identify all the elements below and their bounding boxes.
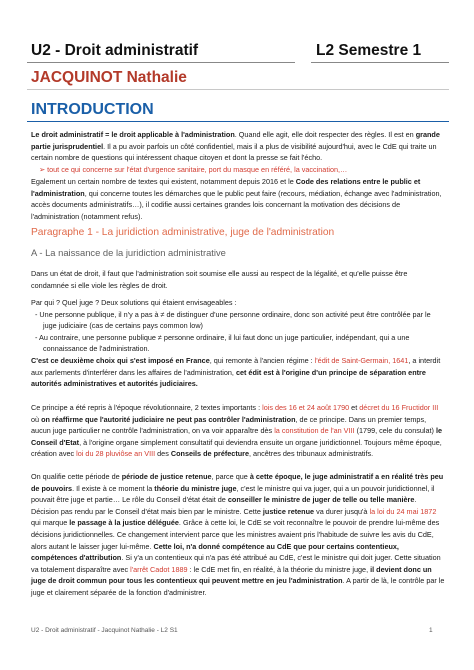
intro-paragraph: Le droit administratif = le droit applicable à l'administration. Quand elle agit, elle doit respecter des règles. Il est en grande partie jurisprudentiel. Il a pu avoir parfois un côté confidentiel, mais il a plus de visibilité aujourd'hui, avec le CdE qui traite un certain nombre de questions qui intéressent chaque citoyen et dont la presse se fait l'écho. [31, 130, 440, 163]
subsection-heading: A - La naissance de la juridiction administrative [31, 247, 226, 258]
page-footer: U2 - Droit administratif - Jacquinot Nathalie - L2 S1 [31, 627, 178, 634]
paragraph-heading: Paragraphe 1 - La juridiction administrative, juge de l'administration [31, 227, 335, 238]
justice-paragraph: On qualifie cette période de période de justice retenue, parce que à cette époque, le juge administratif a en réalité très peu de pouvoirs. Il existe à ce moment la théorie du ministre juge, c'est le ministre qui va juger, qui a un pouvoir juridictionnel, il pouvait être juge et partie… Le rôle du Conseil d'état était de conseiller le ministre de juger de telle ou telle manière. Décision pas rendu par le Conseil d'état mais bien par le ministre. Cette justice retenue va durer jusqu'à la loi du 24 mai 1872 qui marque le passage à la justice déléguée. Grâce à cette loi, le CdE se voit reconnaître le pouvoir de prendre lui-même des décisions juridictionnelles. Ce changement intervient parce que les ministres avaient pris l'habitude de suivre les avis du CdE, alors autant le laisser juger lui-même. Cette loi, n'a donné compétence au CdE que pour certains contentieux, compétences d'attribution. Si y'a un contentieux qui n'a pas été attribué au CdE, c'est le ministre qui doit juger. Cette situation va totalement disparaître avec l'arrêt Cadot 1889 : le CdE met fin, en réalité, à la théorie du ministre juge, il devient donc un juge de droit commun pour tous les contentieux qui peuvent mettre en jeu l'administration. A partir de là, le contrôle par le juge et clairement séparée de la fonction d'administrer. [31, 472, 445, 597]
choice-paragraph: C'est ce deuxième choix qui s'est imposé en France, qui remonte à l'ancien régime : l'édit de Saint-Germain, 1641, a interdit aux parlements d'interférer dans les affaires de l'administration, cet édit est à l'origine d'un principe de séparation entre autorités administratives et autorités judiciaires. [31, 356, 441, 389]
list-item: - Une personne publique, il n'y a pas à ≠ de distinguer d'une personne ordinaire, donc son activité peut être contrôlée par le juge judiciaire (cas de certains pays common low) [35, 309, 431, 331]
semester-label: L2 Semestre 1 [316, 42, 422, 59]
list-item: - Au contraire, une personne publique ≠ personne ordinaire, il lui faut donc un juge particulier, indépendant, qui a une connaissance de l'administration. [35, 332, 410, 354]
arrow-bullet: ➢ tout ce qui concerne sur l'état d'urgence sanitaire, port du masque en référé, la vaccination,… [39, 165, 348, 174]
author-divider [27, 89, 449, 90]
state-of-law-paragraph: Dans un état de droit, il faut que l'administration soit soumise elle aussi au respect de la légalité, et qu'elle puisse être condamnée si elle viole les règles de droit. [31, 269, 408, 290]
header-divider [311, 62, 449, 63]
code-paragraph: Egalement un certain nombre de textes qui existent, notamment depuis 2016 et le Code des relations entre le public et l'administration, qui concerne toutes les démarches que le public peut faire (recours, médiation, échange avec l'administration, accès documents administratifs…), il codifie aussi certaines grandes lois concernant la motivation des décisions de l'administration (notamment refus). [31, 177, 442, 221]
section-title: INTRODUCTION [31, 101, 154, 118]
section-divider [27, 121, 449, 122]
header-divider [27, 62, 295, 63]
page-number: 1 [429, 627, 433, 634]
solutions-list: Par qui ? Quel juge ? Deux solutions qui étaient envisageables : - Une personne publique, il n'y a pas à ≠ de distinguer d'une personne ordinaire, donc son activité peut être contrôlée par le juge judiciaire (cas de certains pays common low) - Au contraire, une personne publique ≠ personne ordinaire, il lui faut donc un juge particulier, indépendant, qui a une connaissance de l'administration. [31, 297, 445, 355]
course-title: U2 - Droit administratif [31, 42, 199, 59]
revolution-paragraph: Ce principe a été repris à l'époque révolutionnaire, 2 textes importants : lois des 16 et 24 août 1790 et décret du 16 Fructidor III où on réaffirme que l'autorité judiciaire ne peut pas contrôler l'administration, de ce principe. Dans un premier temps, aucun juge particulier ne contrôle l'administration, on va voir apparaître dès la constitution de l'an VIII (1799, cele du consulat) le Conseil d'Etat, à l'origine organe simplement consultatif qui deviendra ensuite un organe juridictionnel. Toujours même époque, création avec loi du 28 pluviôse an VIII des Conseils de préfecture, ancêtres des tribunaux administratifs. [31, 403, 443, 459]
author-name: JACQUINOT Nathalie [31, 69, 187, 86]
